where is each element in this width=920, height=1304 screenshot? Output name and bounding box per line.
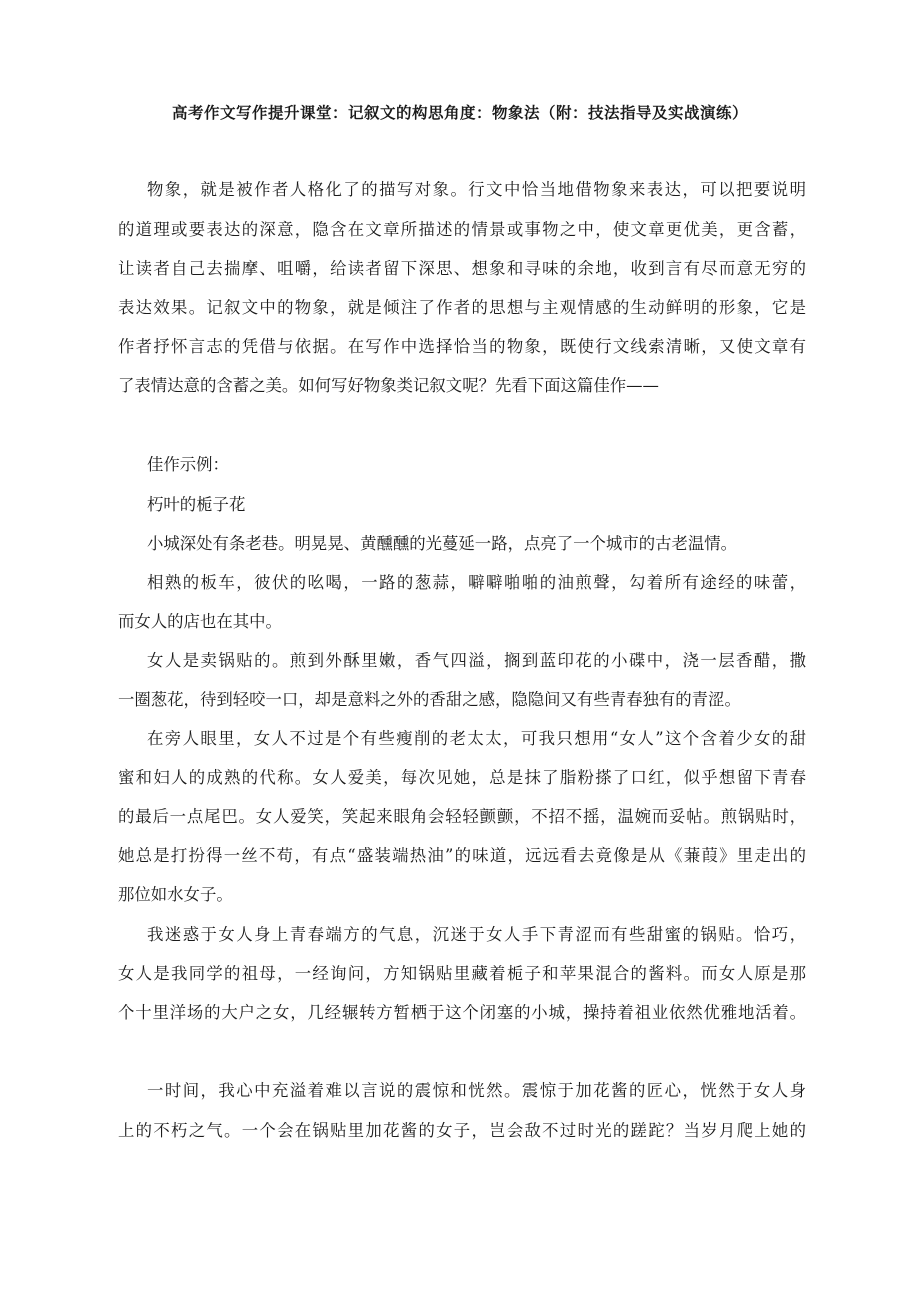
paragraph-line: 女人是我同学的祖母，一经询问，方知锅贴里藏着栀子和苹果混合的酱料。而女人原是那 (118, 964, 806, 983)
paragraph-line: 一时间，我心中充溢着难以言说的震惊和恍然。震惊于加花酱的匠心，恍然于女人身 (147, 1081, 806, 1100)
paragraph-line: 小城深处有条老巷。明晃晃、黄醺醺的光蔓延一路，点亮了一个城市的古老温情。 (147, 534, 738, 553)
example-label: 佳作示例： (147, 455, 229, 474)
paragraph-line: 相熟的板车，彼伏的吆喝，一路的葱蒜，噼噼啪啪的油煎聲，勾着所有途经的味蕾， (147, 573, 806, 592)
paragraph-line: 上的不朽之气。一个会在锅贴里加花酱的女子，岂会敌不过时光的蹉跎？当岁月爬上她的 (118, 1121, 806, 1140)
essay-title: 朽叶的栀子花 (147, 495, 246, 514)
paragraph-line: 在旁人眼里，女人不过是个有些瘦削的老太太，可我只想用“女人”这个含着少女的甜 (147, 729, 806, 748)
paragraph-line: 了表情达意的含蓄之美。如何写好物象类记叙文呢？先看下面这篇佳作—— (118, 376, 659, 395)
paragraph-line: 的道理或要表达的深意，隐含在文章所描述的情景或事物之中，使文章更优美，更含蓄， (118, 220, 806, 239)
paragraph-line: 她总是打扮得一丝不苟，有点“盛装端热油”的味道，远远看去竟像是从《蒹葭》里走出的 (118, 846, 806, 865)
paragraph-line: 蜜和妇人的成熟的代称。女人爱美，每次见她，总是抹了脂粉搽了口红，似乎想留下青春 (118, 768, 806, 787)
document-title: 高考作文写作提升课堂：记叙文的构思角度：物象法（附：技法指导及实战演练） (171, 104, 748, 122)
paragraph-line: 作者抒怀言志的凭借与依据。在写作中选择恰当的物象，既使行文线索清晰，又使文章有 (118, 337, 806, 356)
paragraph-line: 表达效果。记叙文中的物象，就是倾注了作者的思想与主观情感的生动鲜明的形象，它是 (118, 298, 806, 317)
paragraph-line: 物象，就是被作者人格化了的描写对象。行文中恰当地借物象来表达，可以把要说明 (147, 180, 806, 199)
paragraph-line: 女人是卖锅贴的。煎到外酥里嫩，香气四溢，搁到蓝印花的小碟中，浇一层香醋，撒 (147, 651, 806, 670)
paragraph-line: 个十里洋场的大户之女，几经辗转方暂栖于这个闭塞的小城，操持着祖业依然优雅地活着。 (118, 1003, 806, 1022)
paragraph-line: 让读者自己去揣摩、咀嚼，给读者留下深思、想象和寻味的余地，收到言有尽而意无穷的 (118, 259, 806, 278)
paragraph-line: 一圈葱花，待到轻咬一口，却是意料之外的香甜之感，隐隐间又有些青春独有的青涩。 (118, 690, 741, 709)
paragraph-line: 那位如水女子。 (118, 885, 233, 904)
paragraph-line: 而女人的店也在其中。 (118, 612, 282, 631)
paragraph-line: 的最后一点尾巴。女人爱笑，笑起来眼角会轻轻颤颤，不招不摇，温婉而妥帖。煎锅贴时， (118, 807, 806, 826)
paragraph-line: 我迷惑于女人身上青春端方的气息，沉迷于女人手下青涩而有些甜蜜的锅贴。恰巧， (147, 925, 806, 944)
